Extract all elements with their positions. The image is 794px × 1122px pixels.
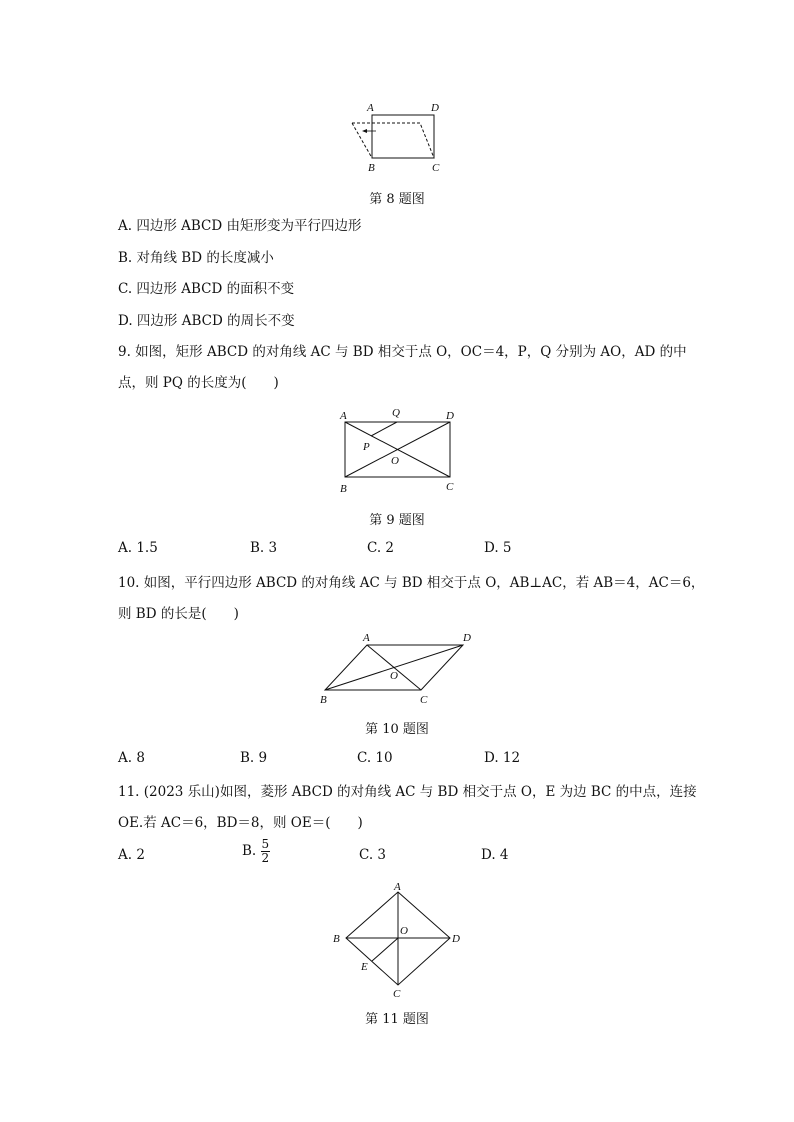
fig8-label-b: B [368, 162, 375, 174]
q11-option-d: D. 4 [481, 847, 509, 863]
fraction-numerator: 5 [261, 837, 270, 851]
fig11-label-d: D [452, 933, 460, 945]
q10-stem-line2: 则 BD 的长是( ) [118, 606, 239, 622]
q11-stem-line2: OE.若 AC＝6，BD＝8，则 OE＝( ) [118, 815, 363, 831]
fig9-label-a: A [340, 410, 347, 422]
figure-8-diagram [340, 98, 460, 178]
q9-option-b: B. 3 [250, 540, 278, 556]
segment-oe [372, 938, 398, 961]
q11-stem-line1: 11. (2023 乐山)如图，菱形 ABCD 的对角线 AC 与 BD 相交于点 O，E 为边 BC 的中点，连接 [118, 784, 697, 800]
q10-stem-line1: 10. 如图，平行四边形 ABCD 的对角线 AC 与 BD 相交于点 O，AB⊥AC，若 AB＝4，AC＝6， [118, 575, 705, 591]
fig8-label-d: D [431, 102, 439, 114]
q9-stem-line2: 点，则 PQ 的长度为( ) [118, 375, 279, 391]
q11-option-a: A. 2 [118, 847, 145, 863]
q9-option-d: D. 5 [484, 540, 512, 556]
q11-option-b-prefix: B. [242, 843, 257, 859]
fig9-label-b: B [340, 483, 347, 495]
fig10-label-b: B [320, 694, 327, 706]
fig9-label-d: D [446, 410, 454, 422]
fig11-label-b: B [333, 933, 340, 945]
fig10-label-a: A [363, 632, 370, 644]
fig10-label-c: C [420, 694, 428, 706]
fig11-label-c: C [393, 988, 401, 1000]
q9-option-c: C. 2 [367, 540, 395, 556]
fig11-label-a: A [394, 881, 401, 893]
q11-option-b-fraction [261, 838, 271, 865]
q10-option-c: C. 10 [357, 750, 393, 766]
q10-option-a: A. 8 [118, 750, 145, 766]
fig8-label-c: C [432, 162, 440, 174]
figure-10-caption: 第 10 题图 [365, 722, 429, 737]
q11-option-c: C. 3 [359, 847, 387, 863]
segment-pq [371, 422, 397, 436]
fig9-label-q: Q [392, 407, 400, 419]
q8-option-a: A. 四边形 ABCD 由矩形变为平行四边形 [118, 218, 362, 234]
fig11-label-e: E [361, 961, 368, 973]
q8-option-b: B. 对角线 BD 的长度减小 [118, 250, 274, 266]
fig8-label-a: A [367, 102, 374, 114]
q11-option-b [242, 838, 270, 865]
figure-9-caption: 第 9 题图 [369, 513, 425, 528]
figure-11-caption: 第 11 题图 [365, 1012, 429, 1027]
arrow-head [362, 129, 367, 133]
fig10-label-o: O [390, 670, 398, 682]
fig10-label-d: D [463, 632, 471, 644]
q8-option-d: D. 四边形 ABCD 的周长不变 [118, 313, 295, 329]
figure-9-diagram [330, 404, 470, 499]
fraction-denominator: 2 [261, 851, 270, 865]
figure-8-caption: 第 8 题图 [369, 192, 425, 207]
rectangle-abcd [372, 115, 434, 158]
q10-option-b: B. 9 [240, 750, 268, 766]
q8-option-c: C. 四边形 ABCD 的面积不变 [118, 281, 295, 297]
q10-option-d: D. 12 [484, 750, 521, 766]
fig11-label-o: O [400, 925, 408, 937]
fig9-label-o: O [391, 455, 399, 467]
q9-option-a: A. 1.5 [118, 540, 158, 556]
q9-stem-line1: 9. 如图，矩形 ABCD 的对角线 AC 与 BD 相交于点 O，OC＝4，P，Q 分别为 AO，AD 的中 [118, 344, 687, 360]
figure-11-diagram [325, 880, 470, 1000]
parallelogram-dashed [352, 123, 434, 158]
fig9-label-p: P [363, 441, 370, 453]
figure-10-diagram [315, 628, 480, 708]
fig9-label-c: C [446, 481, 454, 493]
